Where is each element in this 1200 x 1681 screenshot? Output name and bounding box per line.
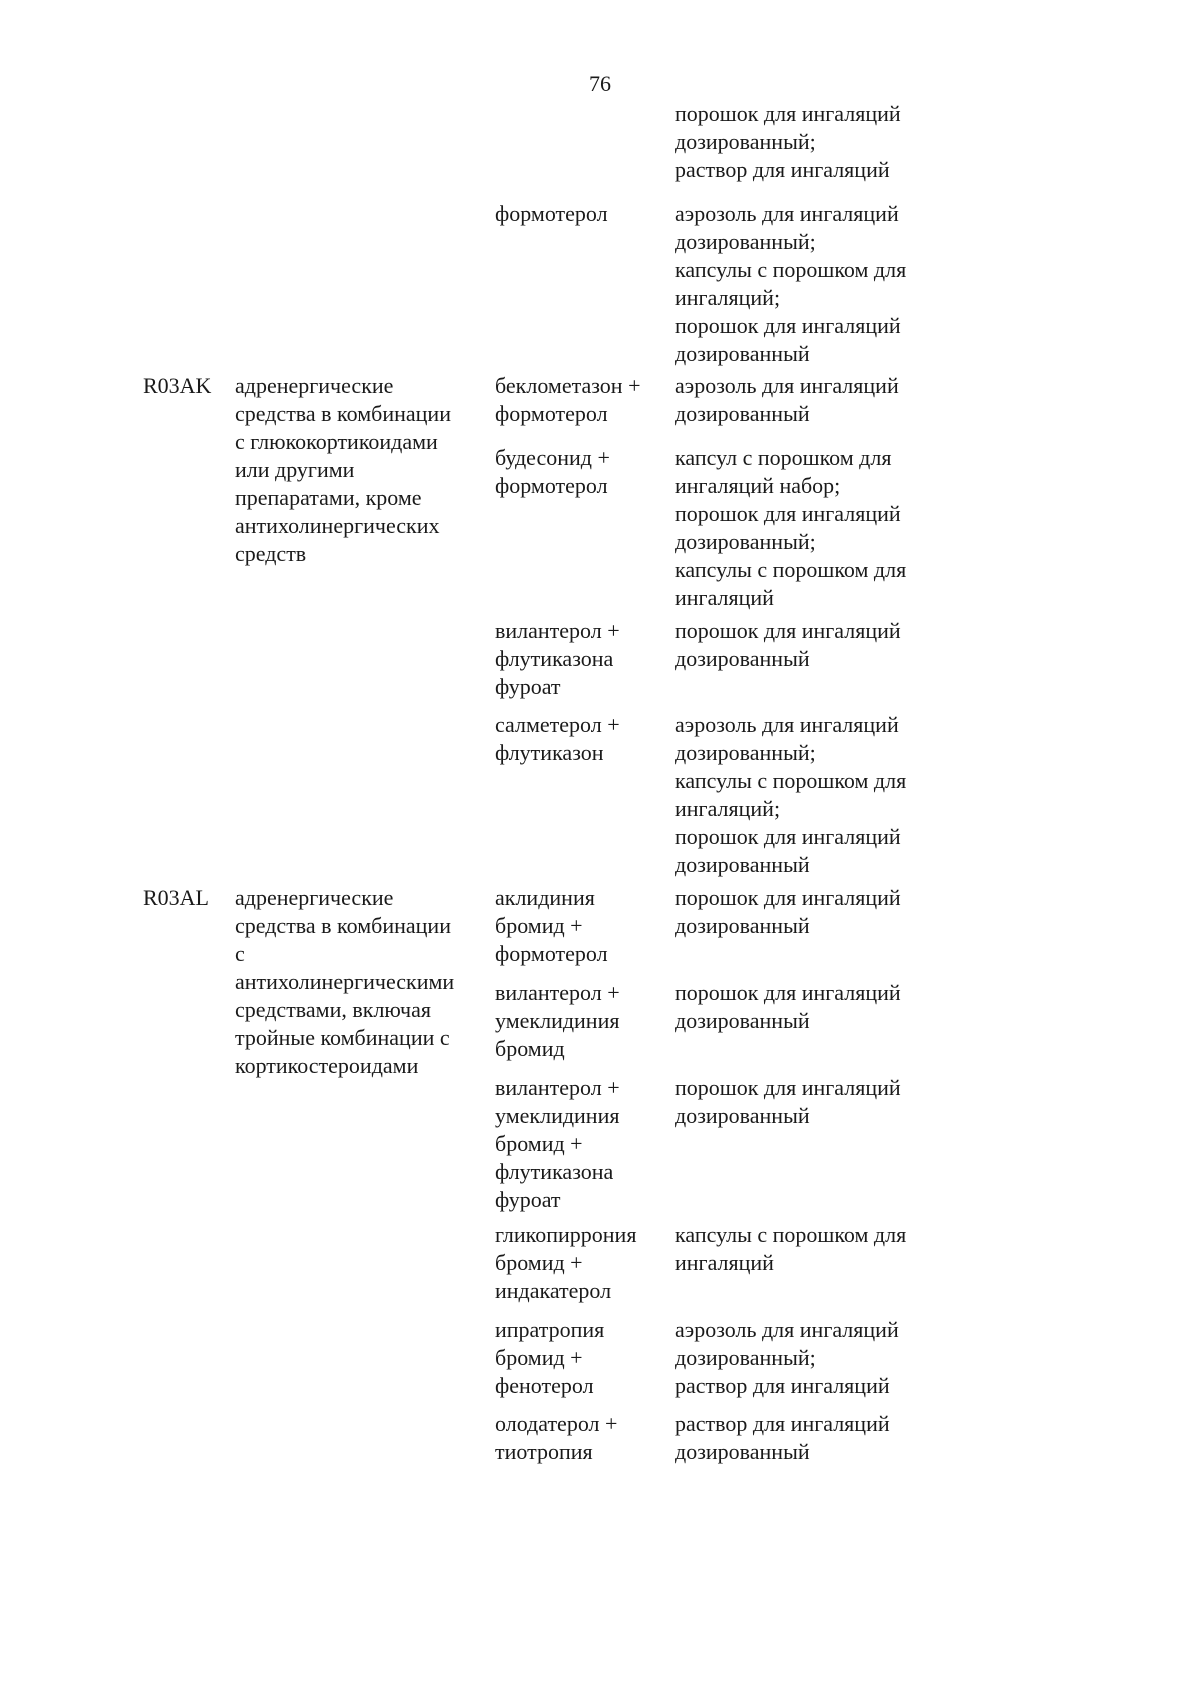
drug-name: вилантерол + флутиказона фуроат [495, 618, 620, 699]
drug-name: беклометазон + формотерол [495, 373, 641, 426]
atc-code: R03AL [143, 885, 209, 910]
drug-name: вилантерол + умеклидиния бромид [495, 980, 620, 1061]
drug-name: аклидиния бромид + формотерол [495, 885, 608, 966]
dosage-form: раствор для ингаляций дозированный [675, 1411, 890, 1464]
drug-name: ипратропия бромид + фенотерол [495, 1317, 605, 1398]
dosage-form: аэрозоль для ингаляций дозированный; капсулы с порошком для ингаляций; порошок для ингаляций дозированный [675, 201, 907, 366]
atc-code: R03AK [143, 373, 212, 398]
drug-name: вилантерол + умеклидиния бромид + флутиказона фуроат [495, 1075, 620, 1212]
dosage-form: порошок для ингаляций дозированный [675, 1075, 901, 1128]
dosage-form: аэрозоль для ингаляций дозированный; раствор для ингаляций [675, 1317, 899, 1398]
atc-group-name: адренергические средства в комбинации с глюкокортикоидами или другими препаратами, кроме антихолинергических средств [235, 373, 451, 566]
drug-name: будесонид + формотерол [495, 445, 610, 498]
dosage-form: порошок для ингаляций дозированный [675, 885, 901, 938]
dosage-form: капсул с порошком для ингаляций набор; порошок для ингаляций дозированный; капсулы с порошком для ингаляций [675, 445, 907, 610]
dosage-form: аэрозоль для ингаляций дозированный [675, 373, 899, 426]
drug-name: формотерол [495, 201, 608, 226]
page-number: 76 [589, 71, 611, 96]
dosage-form: порошок для ингаляций дозированный; раствор для ингаляций [675, 101, 901, 182]
dosage-form: капсулы с порошком для ингаляций [675, 1222, 907, 1275]
drug-name: салметерол + флутиказон [495, 712, 620, 765]
drug-name: гликопиррония бромид + индакатерол [495, 1222, 637, 1303]
dosage-form: порошок для ингаляций дозированный [675, 980, 901, 1033]
dosage-form: аэрозоль для ингаляций дозированный; капсулы с порошком для ингаляций; порошок для ингаляций дозированный [675, 712, 907, 877]
drug-name: олодатерол + тиотропия [495, 1411, 618, 1464]
dosage-form: порошок для ингаляций дозированный [675, 618, 901, 671]
atc-group-name: адренергические средства в комбинации с антихолинергическими средствами, включая тройные комбинации с кортикостероидами [235, 885, 455, 1078]
